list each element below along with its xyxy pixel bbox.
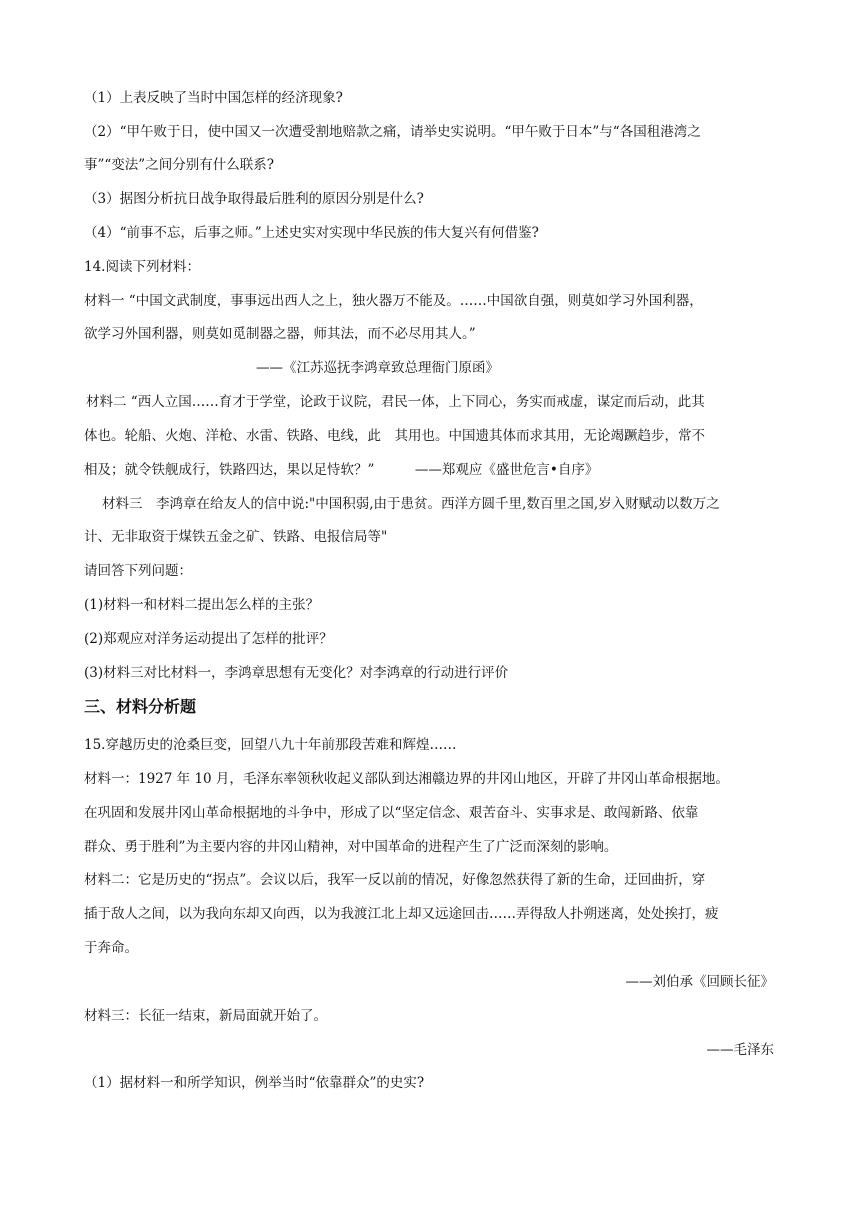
q13-sub2-line1: （2）“甲午败于日，使中国又一次遭受割地赔款之痛，请举史实说明。“甲午败于日本”与“各国租港湾之 <box>84 124 701 140</box>
q15-intro: 15.穿越历史的沧桑巨变，回望八九十年前那段苦难和辉煌…… <box>84 737 457 753</box>
q14-material3-line2: 计、无非取资于煤铁五金之矿、铁路、电报信局等" <box>84 529 388 545</box>
q15-material2-source: ——刘伯承《回顾长征》 <box>625 974 774 990</box>
q15-material1-line1: 材料一：1927 年 10 月，毛泽东率领秋收起义部队到达湘赣边界的井冈山地区，开辟了井冈山革命根据地。 <box>84 771 729 787</box>
q15-material2-line3: 于奔命。 <box>84 940 138 956</box>
q15-material3-source: ——毛泽东 <box>706 1042 774 1058</box>
q13-sub2-line2: 事”“变法”之间分别有什么联系? <box>84 157 274 173</box>
q13-sub1: （1）上表反映了当时中国怎样的经济现象? <box>84 90 343 106</box>
q14-prompt: 请回答下列问题： <box>84 563 192 579</box>
q14-material2-line2: 体也。轮船、火炮、洋枪、水雷、铁路、电线，此 其用也。中国遗其体而求其用，无论竭蹶趋步，常不 <box>84 428 705 444</box>
q14-material1-line1: 材料一 “中国文武制度，事事远出西人之上，独火器万不能及。……中国欲自强，则莫如学习外国利器， <box>84 293 703 309</box>
q14-material2-line1: 材料二 “西人立国……育才于学堂，论政于议院，君民一体，上下同心，务实而戒虚，谋定而后动，此其 <box>86 394 705 410</box>
q15-material2-line2: 插于敌人之间，以为我向东却又向西，以为我渡江北上却又远途回击……弄得敌人扑朔迷离，处处挨打，疲 <box>84 906 719 922</box>
q15-material2-line1: 材料二：它是历史的“拐点”。会议以后，我军一反以前的情况，好像忽然获得了新的生命，迂回曲折，穿 <box>84 872 706 888</box>
q14-material3-line1: 材料三 李鸿章在给友人的信中说:"中国积弱,由于患贫。西洋方圆千里,数百里之国,岁入财赋动以数万之 <box>102 496 720 512</box>
q13-sub3: （3）据图分析抗日战争取得最后胜利的原因分别是什么? <box>84 191 424 207</box>
q15-material1-line2: 在巩固和发展井冈山革命根据地的斗争中，形成了以“坚定信念、艰苦奋斗、实事求是、敢闯新路、依靠 <box>84 805 699 821</box>
q15-material1-line3: 群众、勇于胜利”为主要内容的井冈山精神，对中国革命的进程产生了广泛而深刻的影响。 <box>84 839 618 855</box>
q14-question3: (3)材料三对比材料一，李鸿章思想有无变化？对李鸿章的行动进行评价 <box>84 665 509 681</box>
q13-sub4: （4）“前事不忘，后事之师。”上述史实对实现中华民族的伟大复兴有何借鉴? <box>84 225 539 241</box>
q14-question2: (2)郑观应对洋务运动提出了怎样的批评？ <box>84 631 333 647</box>
q14-intro: 14.阅读下列材料： <box>84 259 200 275</box>
q15-sub1: （1）据材料一和所学知识，例举当时“依靠群众”的史实? <box>84 1075 425 1091</box>
q14-material1-line2: 欲学习外国利器，则莫如觅制器之器，师其法，而不必尽用其人。” <box>84 326 476 342</box>
q14-material1-source: ——《江苏巡抚李鸿章致总理衙门原函》 <box>256 360 499 376</box>
q14-question1: (1)材料一和材料二提出怎么样的主张？ <box>84 597 320 613</box>
q15-material3: 材料三：长征一结束，新局面就开始了。 <box>84 1008 327 1024</box>
q14-material2-line3: 相及；就令铁舰成行，铁路四达，果以足恃软？” ——郑观应《盛世危言•自序》 <box>84 462 599 478</box>
section-title: 三、材料分析题 <box>84 697 197 716</box>
